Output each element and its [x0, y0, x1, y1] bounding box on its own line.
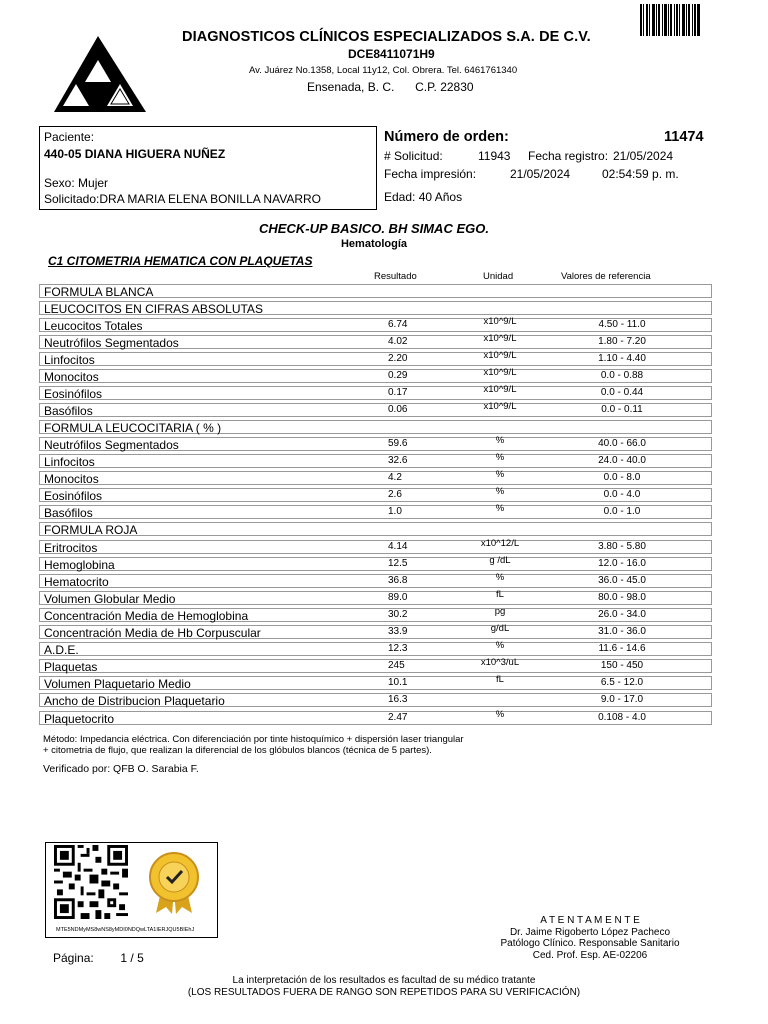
row-unit: %: [495, 640, 505, 651]
row-reference: 1.10 - 4.40: [598, 353, 646, 364]
row-result: 0.06: [388, 404, 408, 415]
table-row: [39, 318, 712, 332]
barcode: [640, 4, 700, 36]
row-unit: %: [495, 572, 505, 583]
row-reference: 40.0 - 66.0: [598, 438, 646, 449]
row-unit: %: [495, 435, 505, 446]
row-unit: x10^9/L: [483, 401, 517, 412]
row-result: 30.2: [388, 609, 408, 620]
row-result: 32.6: [388, 455, 408, 466]
page-indicator: [53, 951, 144, 965]
row-result: 2.47: [388, 712, 408, 723]
order-label: Número de orden:: [384, 129, 509, 145]
signature-license: Ced. Prof. Esp. AE-02206: [532, 949, 648, 961]
row-unit: x10^3/uL: [480, 657, 520, 668]
table-row: [39, 488, 712, 502]
row-name: Eritrocitos: [44, 541, 98, 555]
impresion-date: 21/05/2024: [510, 167, 571, 181]
table-row: [39, 437, 712, 451]
row-reference: 12.0 - 16.0: [598, 558, 646, 569]
row-unit: x10^9/L: [483, 384, 517, 395]
requesting-doctor: Solicitado:DRA MARIA ELENA BONILLA NAVARRO: [44, 192, 321, 206]
impresion-time: 02:54:59 p. m.: [602, 167, 679, 181]
signature-greeting: A T E N T A M E N T E: [540, 915, 640, 926]
row-reference: 9.0 - 17.0: [600, 694, 644, 705]
impresion-label: Fecha impresión:: [384, 167, 477, 181]
company-address: Av. Juárez No.1358, Local 11y12, Col. Obrera. Tel. 6461761340: [249, 65, 518, 76]
row-reference: 0.0 - 0.11: [601, 404, 643, 415]
page-label: Página:: [53, 951, 94, 965]
row-reference: 80.0 - 98.0: [598, 592, 646, 603]
row-name: Concentración Media de Hemoglobina: [44, 609, 249, 623]
row-name: Volumen Plaquetario Medio: [44, 677, 191, 691]
patient-age: Edad: 40 Años: [384, 190, 463, 204]
row-reference: 0.0 - 1.0: [603, 506, 641, 517]
table-row: [39, 522, 712, 536]
row-name: Hemoglobina: [44, 558, 115, 572]
row-name: Monocitos: [44, 472, 99, 486]
row-name: Monocitos: [44, 370, 99, 384]
row-result: 4.02: [388, 336, 408, 347]
table-row: [39, 711, 712, 725]
table-row: [39, 369, 712, 383]
row-reference: 0.0 - 8.0: [603, 472, 641, 483]
table-row: [39, 335, 712, 349]
row-result: 59.6: [388, 438, 408, 449]
row-reference: 0.108 - 4.0: [598, 712, 646, 723]
row-reference: 24.0 - 40.0: [598, 455, 646, 466]
signature-block: [470, 915, 710, 961]
registro-label: Fecha registro:: [528, 149, 609, 163]
method-line-1: Método: Impedancia eléctrica. Con diferenciación por tinte histoquímico + dispersión laser triangular: [43, 734, 464, 745]
row-reference: 0.0 - 0.88: [600, 370, 644, 381]
footer: [0, 975, 768, 998]
row-unit: fL: [496, 674, 504, 685]
row-unit: pg: [494, 606, 506, 617]
row-reference: 31.0 - 36.0: [598, 626, 646, 637]
registro-value: 21/05/2024: [613, 149, 674, 163]
row-unit: x10^9/L: [483, 367, 517, 378]
row-reference: 3.80 - 5.80: [598, 541, 646, 552]
col-unit-header: Unidad: [483, 271, 514, 282]
row-reference: 26.0 - 34.0: [598, 609, 646, 620]
row-name: FORMULA BLANCA: [44, 285, 154, 299]
row-name: Neutrófilos Segmentados: [44, 438, 179, 452]
row-unit: %: [495, 709, 505, 720]
row-result: 12.5: [388, 558, 408, 569]
row-unit: g /dL: [489, 555, 511, 566]
row-result: 245: [388, 660, 405, 671]
solicitud-value: 11943: [478, 149, 511, 163]
row-reference: 6.5 - 12.0: [600, 677, 644, 688]
qr-code-text: MTE5NDMyMS8wNS8yMDI0NDQwLTA1IERJQU5BIEhJ: [56, 927, 195, 933]
row-result: 33.9: [388, 626, 408, 637]
method-note: [43, 734, 464, 756]
row-unit: fL: [496, 589, 504, 600]
table-row: [39, 386, 712, 400]
table-row: [39, 301, 712, 315]
row-reference: 4.50 - 11.0: [598, 319, 646, 330]
row-name: Ancho de Distribucion Plaquetario: [44, 694, 225, 708]
department: Hematología: [340, 238, 407, 250]
row-reference: 0.0 - 0.44: [600, 387, 644, 398]
signature-title: Patólogo Clínico. Responsable Sanitario: [500, 938, 680, 949]
table-row: [39, 454, 712, 468]
row-unit: x10^12/L: [480, 538, 520, 549]
table-row: [39, 659, 712, 673]
row-unit: x10^9/L: [483, 350, 517, 361]
row-reference: 1.80 - 7.20: [598, 336, 646, 347]
row-name: Basófilos: [44, 404, 93, 418]
footer-line-2: (LOS RESULTADOS FUERA DE RANGO SON REPETIDOS PARA SU VERIFICACIÓN): [187, 986, 581, 998]
order-number: 11474: [664, 129, 704, 145]
table-row: [39, 471, 712, 485]
row-name: Concentración Media de Hb Corpuscular: [44, 626, 261, 640]
table-row: [39, 403, 712, 417]
row-result: 2.6: [388, 489, 402, 500]
table-row: [39, 625, 712, 639]
row-name: Neutrófilos Segmentados: [44, 336, 179, 350]
table-row: [39, 574, 712, 588]
table-row: [39, 676, 712, 690]
row-unit: %: [495, 486, 505, 497]
patient-label: Paciente:: [44, 130, 95, 144]
company-city: [307, 80, 474, 94]
row-result: 0.17: [388, 387, 408, 398]
row-name: LEUCOCITOS EN CIFRAS ABSOLUTAS: [44, 302, 263, 316]
authenticity-seal-icon: [148, 851, 200, 915]
row-name: Plaquetocrito: [44, 712, 115, 726]
table-row: [39, 693, 712, 707]
row-name: Linfocitos: [44, 353, 95, 367]
solicitud-label: # Solicitud:: [384, 149, 443, 163]
qr-code-icon: [54, 845, 128, 919]
col-reference-header: Valores de referencia: [561, 271, 651, 282]
row-result: 2.20: [388, 353, 408, 364]
row-reference: 11.6 - 14.6: [598, 643, 646, 654]
row-unit: %: [495, 469, 505, 480]
row-name: Basófilos: [44, 506, 93, 520]
row-name: Volumen Globular Medio: [44, 592, 176, 606]
row-reference: 36.0 - 45.0: [598, 575, 646, 586]
row-result: 16.3: [388, 694, 408, 705]
row-result: 12.3: [388, 643, 408, 654]
row-unit: g/dL: [490, 623, 510, 634]
row-result: 36.8: [388, 575, 408, 586]
row-name: FORMULA ROJA: [44, 523, 138, 537]
row-result: 0.29: [388, 370, 408, 381]
row-name: FORMULA LEUCOCITARIA ( % ): [44, 421, 222, 435]
signature-name: Dr. Jaime Rigoberto López Pacheco: [509, 926, 671, 938]
row-result: 6.74: [388, 319, 408, 330]
page-value: 1 / 5: [120, 951, 144, 965]
row-result: 10.1: [388, 677, 408, 688]
row-name: Eosinófilos: [44, 387, 103, 401]
patient-name: 440-05 DIANA HIGUERA NUÑEZ: [44, 147, 226, 161]
table-row: [39, 505, 712, 519]
row-unit: %: [495, 503, 505, 514]
row-name: Eosinófilos: [44, 489, 103, 503]
table-row: [39, 540, 712, 554]
row-unit: x10^9/L: [483, 333, 517, 344]
qr-box: [45, 842, 218, 938]
row-name: Linfocitos: [44, 455, 95, 469]
section-title: C1 CITOMETRIA HEMATICA CON PLAQUETAS: [48, 254, 313, 268]
col-result-header: Resultado: [374, 271, 417, 282]
row-reference: 0.0 - 4.0: [603, 489, 641, 500]
postal-code: C.P. 22830: [415, 80, 474, 94]
city: Ensenada, B. C.: [307, 80, 395, 94]
row-name: A.D.E.: [44, 643, 79, 657]
method-line-2: + citometria de flujo, que realizan la diferencial de los glóbulos blancos (técnica de 5 partes).: [43, 745, 432, 756]
row-name: Hematocrito: [44, 575, 109, 589]
table-row: [39, 420, 712, 434]
table-row: [39, 591, 712, 605]
patient-sex: Sexo: Mujer: [44, 176, 109, 190]
table-row: [39, 284, 712, 298]
table-row: [39, 557, 712, 571]
table-row: [39, 352, 712, 366]
row-result: 89.0: [388, 592, 408, 603]
verified-by: Verificado por: QFB O. Sarabia F.: [43, 763, 199, 775]
row-reference: 150 - 450: [600, 660, 644, 671]
company-rfc: DCE8411071H9: [348, 47, 435, 61]
footer-line-1: La interpretación de los resultados es facultad de su médico tratante: [232, 975, 536, 986]
company-name: DIAGNOSTICOS CLÍNICOS ESPECIALIZADOS S.A. DE C.V.: [182, 29, 591, 45]
row-unit: x10^9/L: [483, 316, 517, 327]
row-name: Leucocitos Totales: [44, 319, 143, 333]
row-result: 1.0: [388, 506, 402, 517]
table-row: [39, 642, 712, 656]
table-row: [39, 608, 712, 622]
company-logo: [50, 34, 150, 114]
patient-box: [39, 126, 377, 210]
row-name: Plaquetas: [44, 660, 98, 674]
study-title: CHECK-UP BASICO. BH SIMAC EGO.: [259, 221, 489, 236]
row-result: 4.2: [388, 472, 402, 483]
row-result: 4.14: [388, 541, 408, 552]
row-unit: %: [495, 452, 505, 463]
